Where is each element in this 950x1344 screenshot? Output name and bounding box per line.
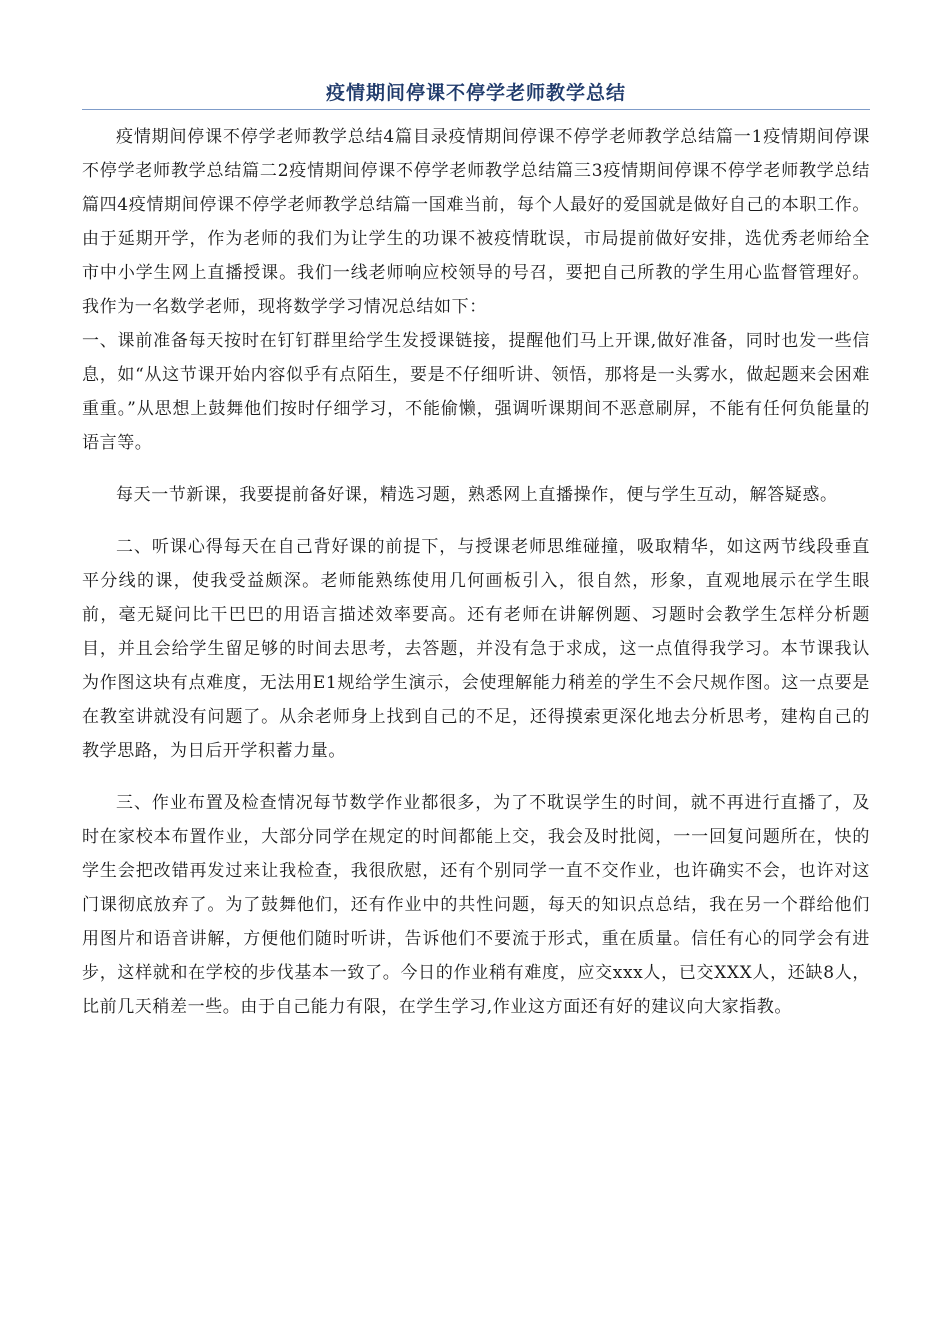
- paragraph-section-three: 三、作业布置及检查情况每节数学作业都很多，为了不耽误学生的时间，就不再进行直播了，及时在家校本布置作业，大部分同学在规定的时间都能上交，我会及时批阅，一一回复问题所在，快的学生会把改错再发过来让我检查，我很欣慰，还有个别同学一直不交作业，也许确实不会，也许对这门课彻底放弃了。为了鼓舞他们，还有作业中的共性问题，每天的知识点总结，我在另一个群给他们用图片和语音讲解，方便他们随时听讲，告诉他们不要流于形式，重在质量。信任有心的同学会有进步，这样就和在学校的步伐基本一致了。今日的作业稍有难度，应交xxx人，已交XXX人，还缺8人，比前几天稍差一些。由于自己能力有限，在学生学习,作业这方面还有好的建议向大家指教。: [82, 793, 870, 1017]
- paragraph-daily-lesson: 每天一节新课，我要提前备好课，精选习题，熟悉网上直播操作，便与学生互动，解答疑惑。: [116, 485, 838, 505]
- paragraph-section-two: 二、听课心得每天在自己背好课的前提下，与授课老师思维碰撞，吸取精华，如这两节线段垂直平分线的课，使我受益颇深。老师能熟练使用几何画板引入，很自然，形象，直观地展示在学生眼前，毫无疑问比干巴巴的用语言描述效率要高。还有老师在讲解例题、习题时会教学生怎样分析题目，并且会给学生留足够的时间去思考，去答题，并没有急于求成，这一点值得我学习。本节课我认为作图这块有点难度，无法用E1规给学生演示，会使理解能力稍差的学生不会尺规作图。这一点要是在教室讲就没有问题了。从余老师身上找到自己的不足，还得摸索更深化地去分析思考，建构自己的教学思路，为日后开学积蓄力量。: [82, 537, 870, 761]
- paragraph-intro: 疫情期间停课不停学老师教学总结4篇目录疫情期间停课不停学老师教学总结篇一1疫情期间停课不停学老师教学总结篇二2疫情期间停课不停学老师教学总结篇三3疫情期间停课不停学老师教学总结篇四4疫情期间停课不停学老师教学总结篇一国难当前，每个人最好的爱国就是做好自己的本职工作。由于延期开学，作为老师的我们为让学生的功课不被疫情耽误，市局提前做好安排，选优秀老师给全市中小学生网上直播授课。我们一线老师响应校领导的号召，要把自己所教的学生用心监督管理好。我作为一名数学老师，现将数学学习情况总结如下：: [82, 127, 870, 317]
- page-title: 疫情期间停课不停学老师教学总结: [325, 82, 626, 104]
- title-divider: [82, 109, 870, 110]
- paragraph-section-one: 一、课前准备每天按时在钉钉群里给学生发授课链接，提醒他们马上开课,做好准备，同时也发一些信息，如“从这节课开始内容似乎有点陌生，要是不仔细听讲、领悟，那将是一头雾水，做起题来会困难重重。”从思想上鼓舞他们按时仔细学习，不能偷懒，强调听课期间不恶意刷屏，不能有任何负能量的语言等。: [82, 331, 870, 453]
- document-page: [82, 78, 870, 1024]
